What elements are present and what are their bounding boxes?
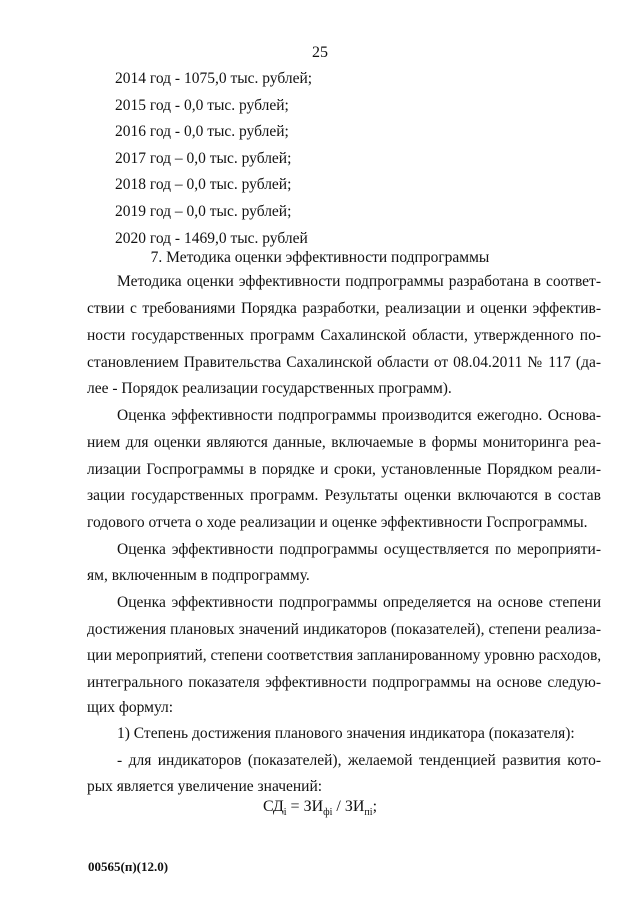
- formula-numerator-subscript: фi: [323, 807, 333, 819]
- text-line: Методика оценки эффективности подпрограммы разработана в соответ-: [117, 273, 601, 290]
- text-line: зации государственных программ. Результаты оценки включаются в состав: [87, 487, 601, 504]
- funding-year-item: 2018 год – 0,0 тыс. рублей;: [115, 176, 292, 194]
- text-line: интегрального показателя эффективности подпрограммы на основе следую-: [87, 674, 601, 691]
- text-line: ности государственных программ Сахалинской области, утвержденного по-: [87, 327, 601, 344]
- section-heading: 7. Методика оценки эффективности подпрограммы: [150, 249, 490, 266]
- formula-lhs-subscript: i: [283, 807, 287, 819]
- funding-years-list: [115, 66, 312, 252]
- formula-end: ;: [372, 798, 378, 815]
- text-line: Оценка эффективности подпрограммы определяется на основе степени: [117, 594, 601, 611]
- text-line: рых является увеличение значений:: [87, 778, 323, 795]
- text-line: ям, включенным в подпрограмму.: [87, 567, 310, 584]
- text-line: Оценка эффективности подпрограммы производится ежегодно. Основа-: [117, 407, 601, 424]
- text-line: лизации Госпрограммы в порядке и сроки, установленные Порядком реали-: [87, 461, 601, 478]
- funding-year-item: 2017 год – 0,0 тыс. рублей;: [115, 149, 292, 167]
- text-line: - для индикаторов (показателей), желаемой тенденцией развития кото-: [117, 752, 601, 769]
- text-line: щих формул:: [87, 699, 174, 716]
- text-line: годового отчета о ходе реализации и оценке эффективности Госпрограммы.: [87, 514, 588, 531]
- page-number: 25: [312, 44, 328, 61]
- formula-denominator-subscript: пi: [364, 807, 373, 819]
- text-line: нием для оценки являются данные, включаемые в формы мониторинга реа-: [87, 434, 601, 451]
- funding-year-item: 2016 год - 0,0 тыс. рублей;: [115, 123, 289, 141]
- text-line: ции мероприятий, степени соответствия запланированному уровню расходов,: [87, 647, 602, 664]
- text-line: становлением Правительства Сахалинской области от 08.04.2011 № 117 (да-: [87, 354, 601, 371]
- text-line: достижения плановых значений индикаторов (показателей), степени реализа-: [87, 621, 601, 638]
- funding-year-item: 2020 год - 1469,0 тыс. рублей: [115, 229, 308, 247]
- formula-equals: = ЗИ: [286, 798, 324, 815]
- text-line: ствии с требованиями Порядка разработки, реализации и оценки эффектив-: [87, 300, 601, 317]
- formula-divide: / ЗИ: [332, 798, 365, 815]
- funding-year-item: 2015 год - 0,0 тыс. рублей;: [115, 96, 289, 114]
- text-line: лее - Порядок реализации государственных программ).: [87, 380, 452, 397]
- text-line: 1) Степень достижения планового значения индикатора (показателя):: [117, 725, 575, 742]
- footer-code: 00565(п)(12.0): [88, 859, 169, 874]
- text-line: Оценка эффективности подпрограммы осуществляется по мероприяти-: [117, 541, 601, 558]
- formula: [0, 798, 640, 818]
- funding-year-item: 2014 год - 1075,0 тыс. рублей;: [115, 70, 313, 87]
- formula-lhs: СД: [262, 798, 284, 815]
- funding-year-item: 2019 год – 0,0 тыс. рублей;: [115, 202, 292, 220]
